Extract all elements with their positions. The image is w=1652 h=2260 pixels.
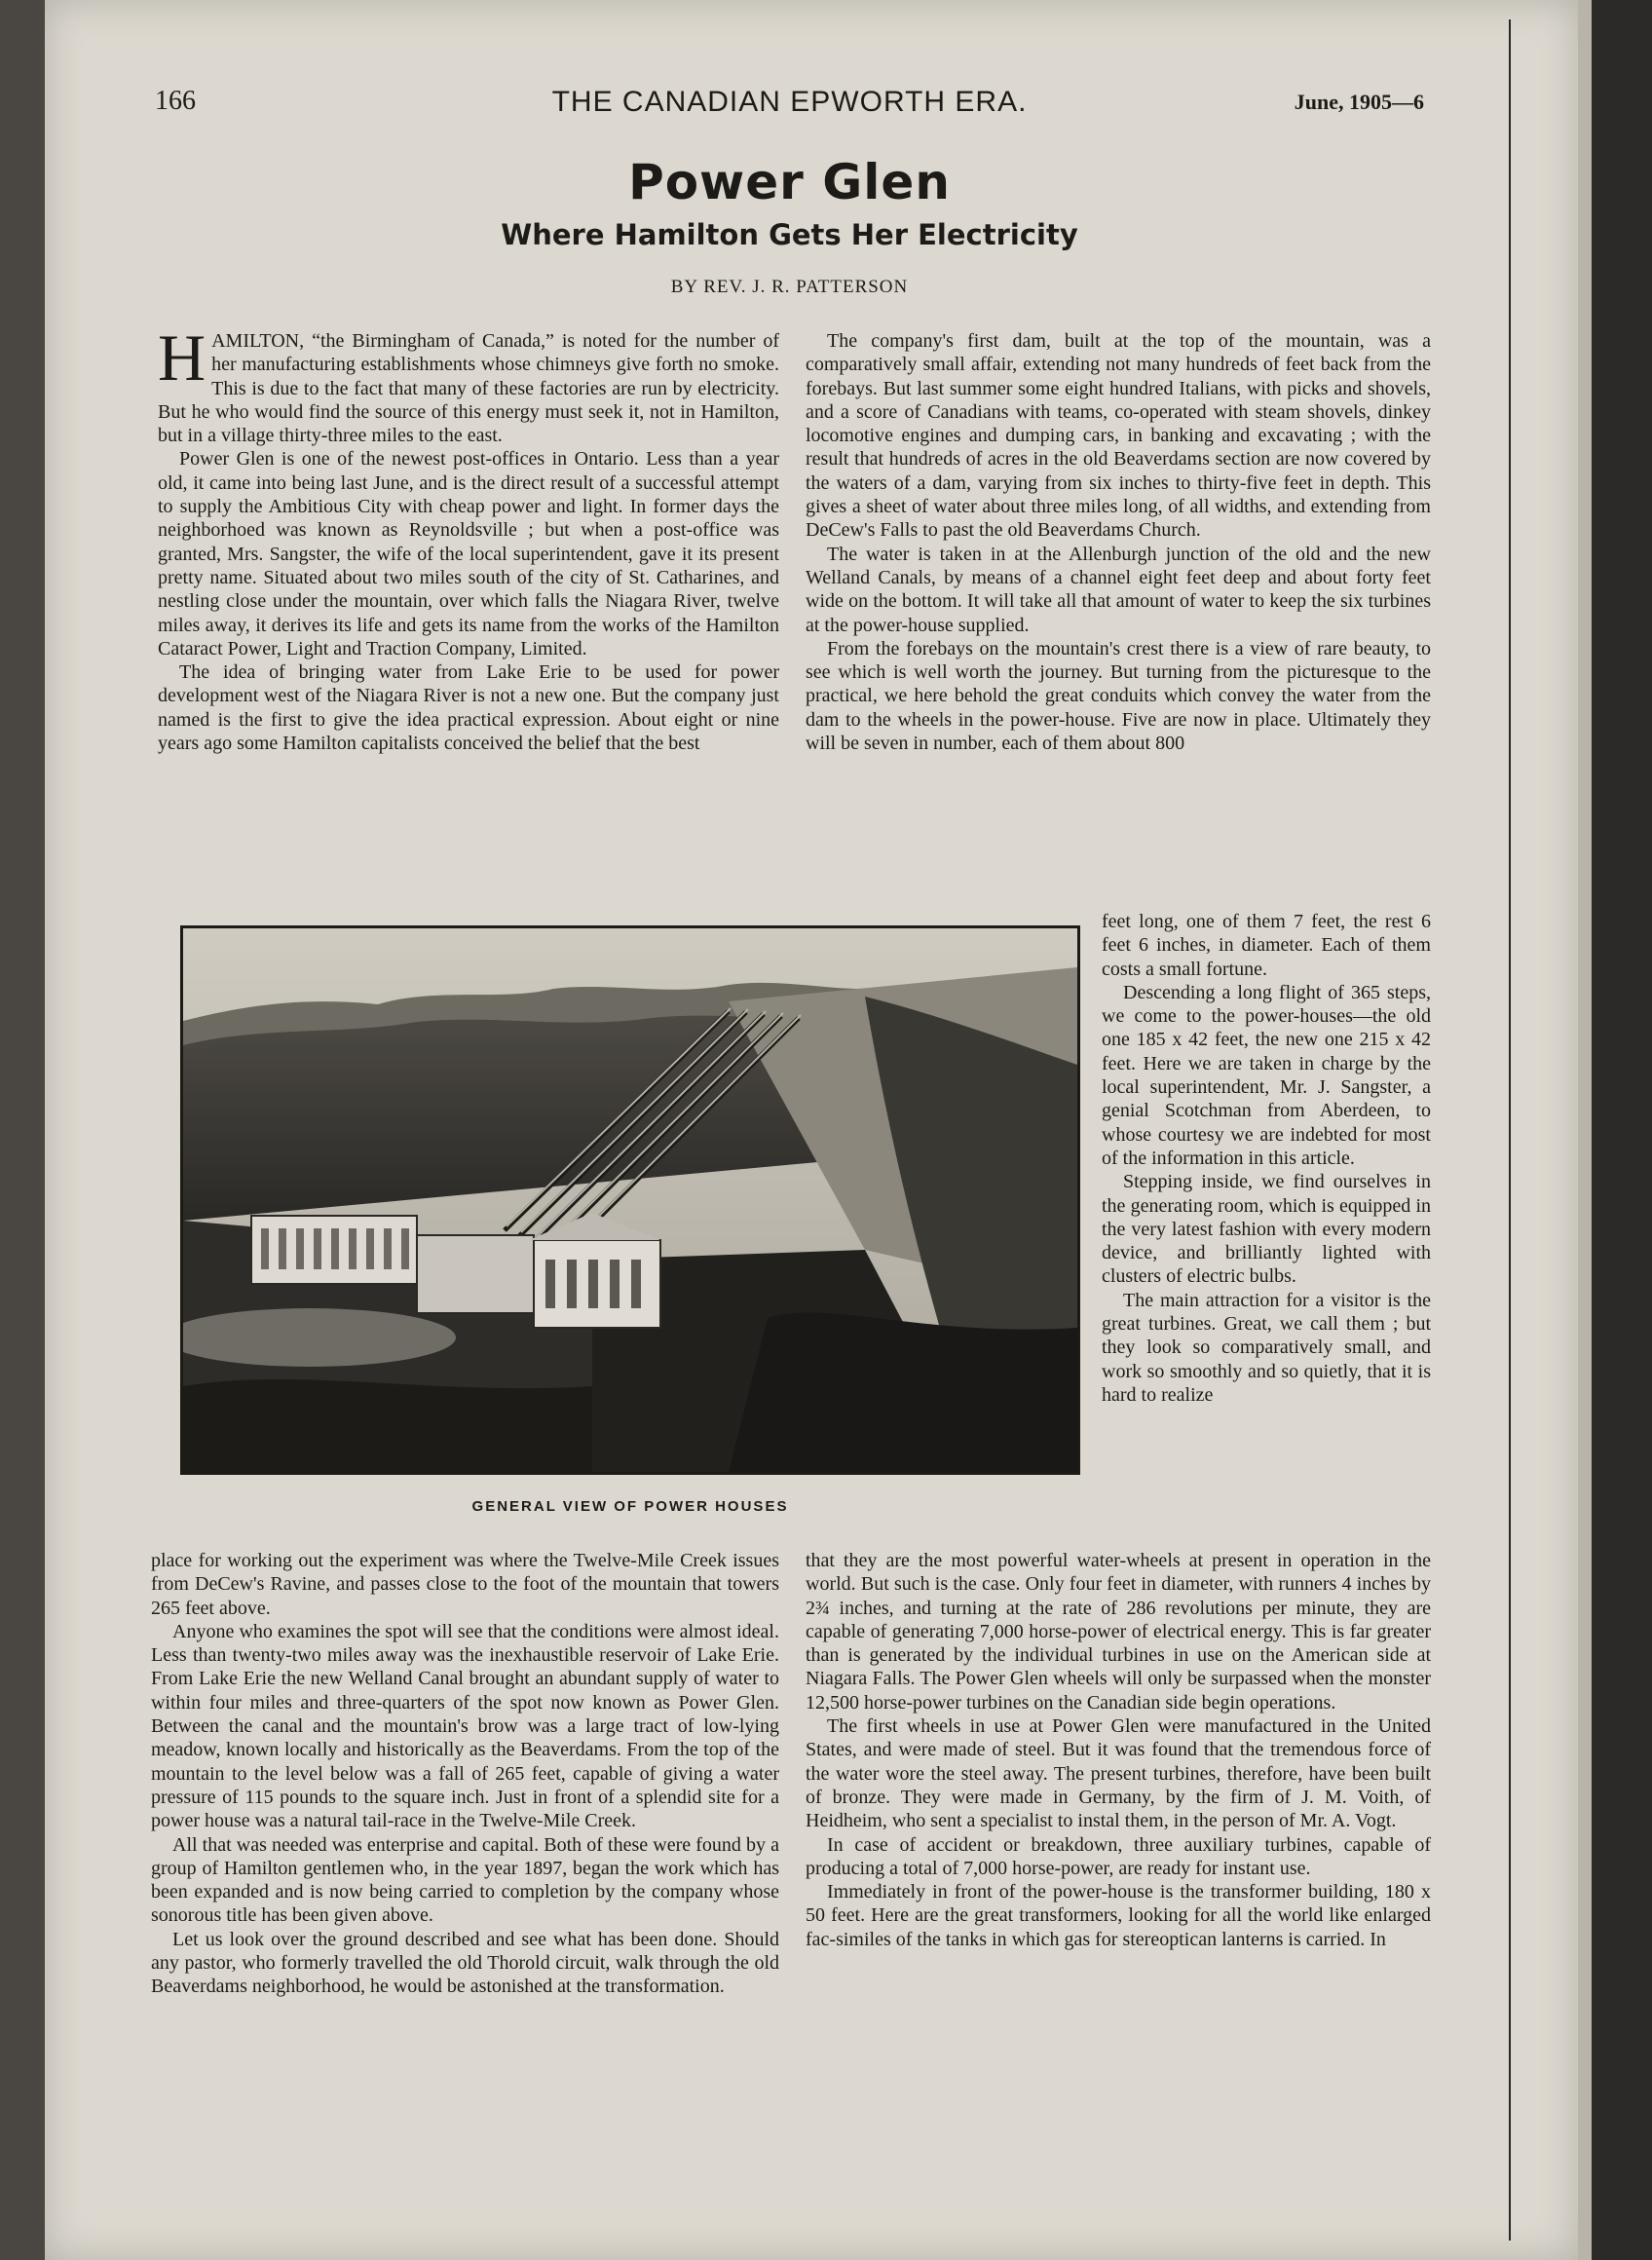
paragraph xyxy=(158,320,779,447)
text-column-2 xyxy=(806,329,1431,755)
paragraph: In case of accident or breakdown, three auxiliary turbines, capable of producing a total of 7,000 horse-power, are ready for instant use. xyxy=(806,1833,1431,1879)
paragraph: The main attraction for a visitor is the great turbines. Great, we call them ; but they look so comparatively small, and work so smoothly and so quietly, that it is hard to realize xyxy=(1102,1289,1431,1406)
paragraph: Descending a long flight of 365 steps, we come to the power-houses—the old one 185 x 42 feet, the new one 215 x 42 feet. Here we are taken in charge by the local superintendent, Mr. J. Sangster, a genial Scotchman from Aberdeen, to whose courtesy we are indebted for most of the information in this article. xyxy=(1102,981,1431,1169)
page-margin-line xyxy=(1509,19,1511,2241)
paragraph: Let us look over the ground described and see what has been done. Should any pastor, who formerly travelled the old Thorold circuit, walk through the old Beaverdams neighborhood, he would be astonished at the transformation. xyxy=(151,1928,779,1998)
page-number: 166 xyxy=(155,86,196,116)
text-column-3 xyxy=(1102,910,1431,1407)
drop-cap: H xyxy=(158,320,206,395)
paragraph: feet long, one of them 7 feet, the rest 6 feet 6 inches, in diameter. Each of them costs a small fortune. xyxy=(1102,911,1431,980)
power-houses-photo xyxy=(180,925,1080,1475)
paragraph: The first wheels in use at Power Glen were manufactured in the United States, and were made of steel. But it was found that the tremendous force of the water wore the steel away. The present turbines, therefore, have been built of bronze. They were made in Germany, by the firm of J. M. Voith, of Heidheim, who sent a specialist to instal them, in the person of Mr. A. Vogt. xyxy=(806,1715,1431,1832)
paragraph: The water is taken in at the Allenburgh junction of the old and the new Welland Canals, by means of a channel eight feet deep and about forty feet wide on the bottom. It will take all that amount of water to keep the six turbines at the power-house supplied. xyxy=(806,543,1431,636)
paragraph: The company's first dam, built at the top of the mountain, was a comparatively small affair, extending not many hundreds of feet back from the forebays. But last summer some eight hundred Italians, with picks and shovels, and a score of Canadians with teams, co-operated with steam shovels, dinkey locomotive engines and dumping cars, in banking and excavating ; with the result that hundreds of acres in the old Beaverdams section are now covered by the waters of a dam, varying from six inches to thirty-five feet in depth. This gives a sheet of water about three miles long, of all widths, and extending from DeCew's Falls to past the old Beaverdams Church. xyxy=(806,330,1431,542)
article-title: Power Glen xyxy=(628,154,951,210)
text-column-5 xyxy=(806,1549,1431,1951)
paragraph: Immediately in front of the power-house is the transformer building, 180 x 50 feet. Here are the great transformers, looking for all the world like enlarged fac-similes of the tanks in which gas for stereoptican lanterns is carried. In xyxy=(806,1881,1431,1950)
running-header xyxy=(155,86,1424,125)
paragraph: From the forebays on the mountain's crest there is a view of rare beauty, to see which is well worth the journey. But turning from the picturesque to the practical, we here behold the great conduits which convey the water from the dam to the wheels in the power-house. Five are now in place. Ultimately they will be seven in number, each of them about 800 xyxy=(806,637,1431,755)
paragraph: place for working out the experiment was where the Twelve-Mile Creek issues from DeCew's Ravine, and passes close to the foot of the mountain that towers 265 feet above. xyxy=(151,1550,779,1619)
article-subtitle: Where Hamilton Gets Her Electricity xyxy=(501,218,1078,251)
paragraph: Anyone who examines the spot will see that the conditions were almost ideal. Less than twenty-two miles away was the inexhaustible reservoir of Lake Erie. From Lake Erie the new Welland Canal brought an abundant supply of water to within four miles and three-quarters of the spot now known as Power Glen. Between the canal and the mountain's brow was a large tract of low-lying meadow, known locally and historically as the Beaverdams. From the top of the mountain to the level below was a fall of 265 feet, capable of giving a water pressure of 115 pounds to the square inch. Just in front of a splendid site for a power house was a natural tail-race in the Twelve-Mile Creek. xyxy=(151,1620,779,1832)
paragraph: that they are the most powerful water-wheels at present in operation in the world. But such is the case. Only four feet in diameter, with runners 4 inches by 2¾ inches, and turning at the rate of 286 revolutions per minute, they are capable of generating 7,000 horse-power of electrical energy. This is far greater than is generated by the individual turbines in use on the American side at Niagara Falls. The Power Glen wheels will only be surpassed when the monster 12,500 horse-power turbines on the Canadian side begin operations. xyxy=(806,1550,1431,1714)
figure-caption: GENERAL VIEW OF POWER HOUSES xyxy=(471,1498,789,1515)
scan-left-edge xyxy=(0,0,45,2260)
issue-date: June, 1905—6 xyxy=(1294,90,1424,114)
paragraph: Power Glen is one of the newest post-offices in Ontario. Less than a year old, it came into being last June, and is the direct result of a successful attempt to supply the Ambitious City with cheap power and light. In former days the neighborhoed was known as Reynoldsville ; but when a post-office was granted, Mrs. Sangster, the wife of the local superintendent, gave it its present pretty name. Situated about two miles south of the city of St. Catharines, and nestling close under the mountain, over which falls the Niagara River, twelve miles away, it derives its life and gets its name from the works of the Hamilton Cataract Power, Light and Traction Company, Limited. xyxy=(158,448,779,659)
paragraph-text: AMILTON, “the Birmingham of Canada,” is noted for the number of her manufacturing establishments whose chimneys give forth no smoke. This is due to the fact that many of these factories are run by electricity. But he who would find the source of this energy must seek it, not in Hamilton, but in a village thirty-three miles to the east. xyxy=(158,330,779,447)
paragraph: The idea of bringing water from Lake Erie to be used for power development west of the Niagara River is not a new one. But the company just named is the first to give the idea practical expression. About eight or nine years ago some Hamilton capitalists conceived the belief that the best xyxy=(158,661,779,755)
text-column-4 xyxy=(151,1549,779,1999)
scan-right-edge xyxy=(1578,0,1652,2260)
journal-title: THE CANADIAN EPWORTH ERA. xyxy=(551,86,1028,118)
paragraph: All that was needed was enterprise and capital. Both of these were found by a group of Hamilton gentlemen who, in the year 1897, began the work which has been expanded and is now being carried to completion by the company whose sonorous title has been given above. xyxy=(151,1833,779,1927)
text-column-1 xyxy=(158,320,779,755)
paragraph: Stepping inside, we find ourselves in the generating room, which is equipped in the very latest fashion with every modern device, and brilliantly lighted with clusters of electric bulbs. xyxy=(1102,1171,1431,1288)
article-byline: BY REV. J. R. PATTERSON xyxy=(670,277,909,297)
photo-illustration xyxy=(183,928,1077,1472)
